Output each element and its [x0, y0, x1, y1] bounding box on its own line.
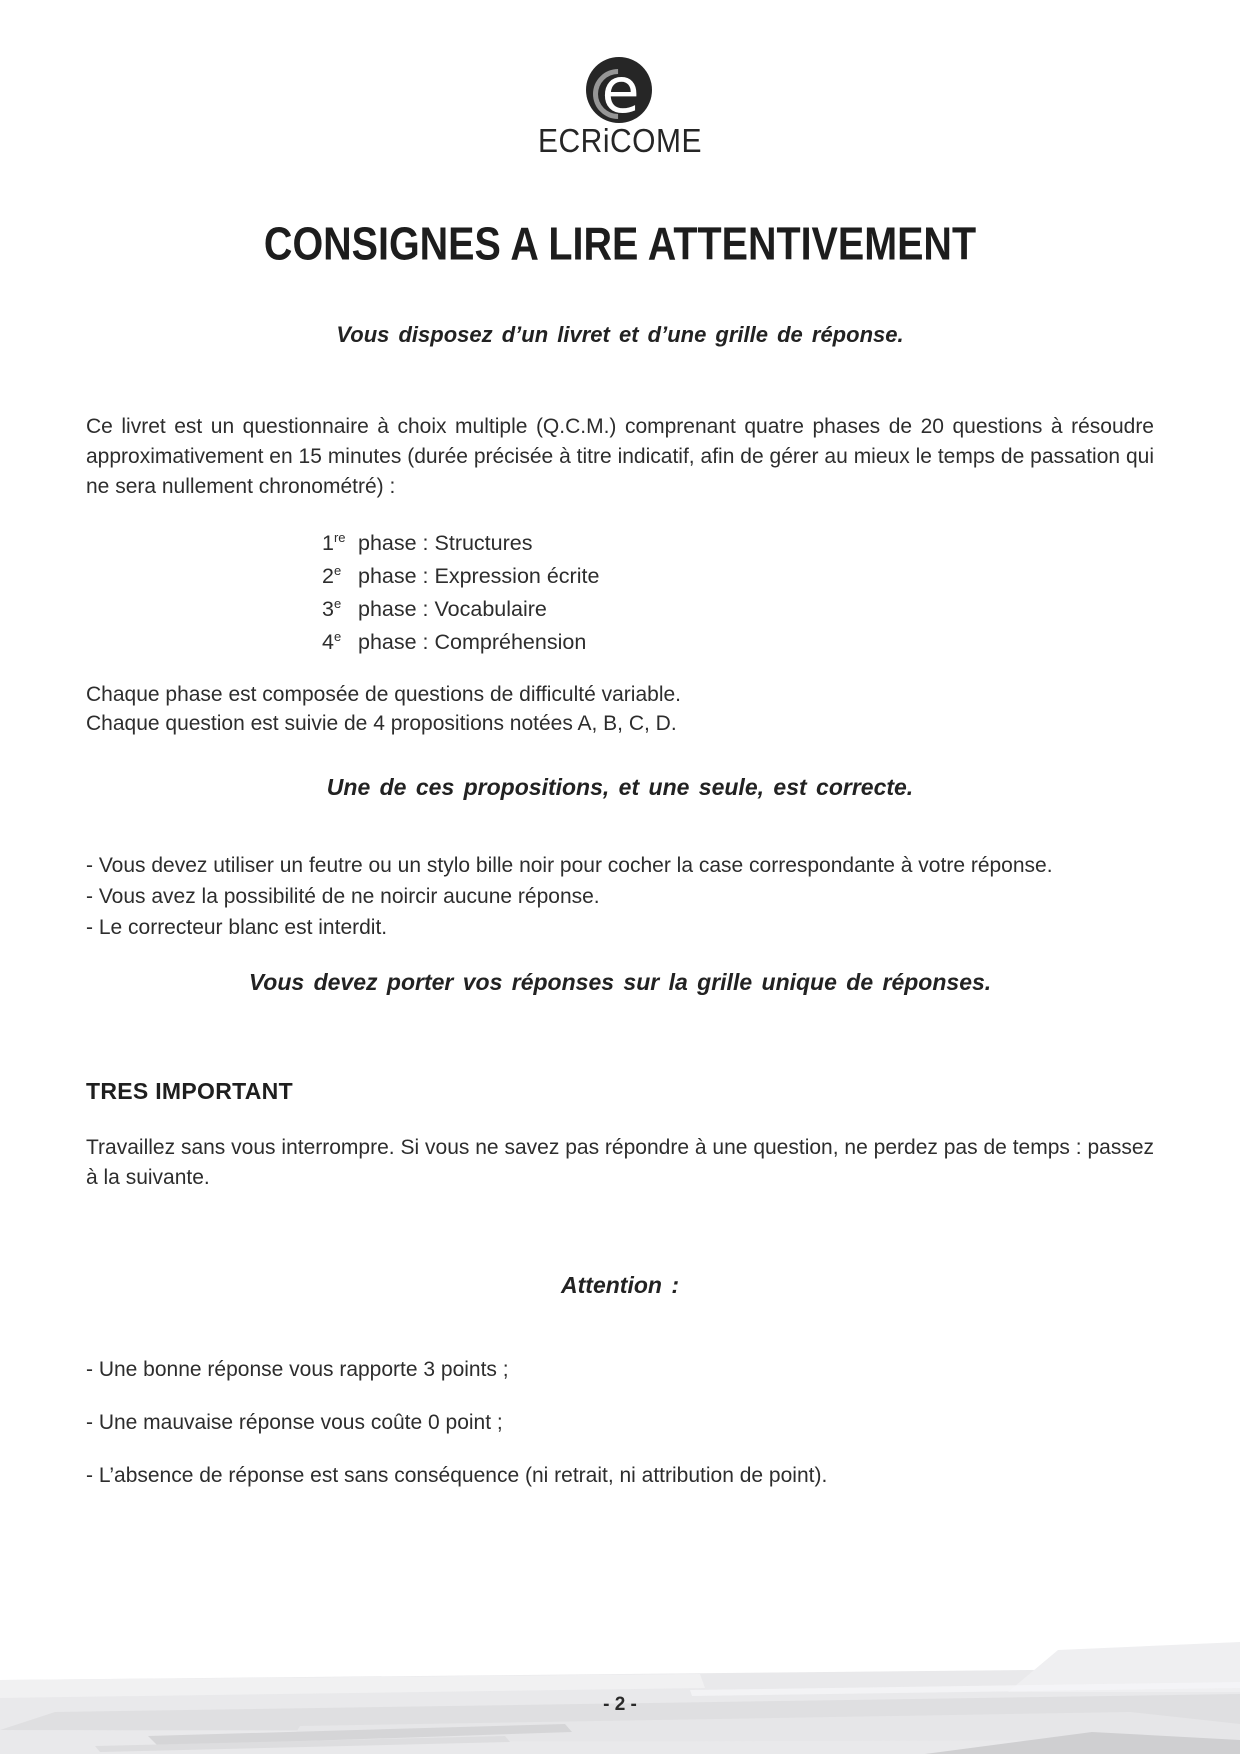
attention-item: - Une mauvaise réponse vous coûte 0 point ;	[86, 1411, 503, 1434]
phase-label: phase : Expression écrite	[358, 564, 600, 588]
important-body: Travaillez sans vous interrompre. Si vous ne savez pas répondre à une question, ne perdez pas de temps : passez à la suivante.	[86, 1136, 1154, 1189]
page-number: - 2 -	[603, 1694, 637, 1715]
emphasis-answer-grid: Vous devez porter vos réponses sur la grille unique de réponses.	[248, 969, 992, 995]
composition-line: Chaque phase est composée de questions de difficulté variable.	[86, 683, 682, 706]
important-heading: TRES IMPORTANT	[86, 1078, 293, 1104]
ecricome-wordmark: ECRiCOME	[537, 122, 702, 160]
intro-paragraph: Ce livret est un questionnaire à choix multiple (Q.C.M.) comprenant quatre phases de 20 questions à résoudre approximativement en 15 minutes (durée précisée à titre indicatif, afin de gérer au mieux le temps de passation qui ne sera nullement chronométré) :	[86, 415, 1154, 498]
phase-ordinal: 3e	[322, 595, 342, 621]
attention-heading: Attention :	[561, 1272, 679, 1298]
phase-list	[322, 527, 599, 659]
phase-item-1	[322, 527, 599, 560]
page-title: CONSIGNES A LIRE ATTENTIVEMENT	[263, 217, 977, 270]
instruction-item: - Vous avez la possibilité de ne noircir aucune réponse.	[86, 885, 600, 908]
instruction-list	[86, 850, 1154, 943]
instruction-item: - Le correcteur blanc est interdit.	[86, 916, 388, 939]
subtitle: Vous disposez d’un livret et d’une grille de réponse.	[336, 322, 904, 347]
phase-item-4	[322, 626, 599, 659]
phase-ordinal: 2e	[322, 562, 342, 588]
ecricome-logo-icon	[586, 54, 652, 128]
phase-item-3	[322, 593, 599, 626]
phase-ordinal: 4e	[322, 628, 342, 654]
attention-item: - L’absence de réponse est sans conséquence (ni retrait, ni attribution de point).	[86, 1464, 828, 1487]
composition-line: Chaque question est suivie de 4 propositions notées A, B, C, D.	[86, 711, 677, 735]
attention-item: - Une bonne réponse vous rapporte 3 points ;	[86, 1358, 509, 1381]
emphasis-one-correct: Une de ces propositions, et une seule, est correcte.	[326, 774, 914, 800]
logo-e-monogram: e	[601, 54, 640, 128]
phase-item-2	[322, 560, 599, 593]
phase-label: phase : Structures	[358, 531, 533, 555]
phase-label: phase : Compréhension	[358, 630, 587, 654]
instruction-item: - Vous devez utiliser un feutre ou un stylo bille noir pour cocher la case correspondante à votre réponse.	[86, 854, 1053, 877]
composition-lines	[86, 681, 1154, 738]
phase-label: phase : Vocabulaire	[358, 597, 547, 621]
phase-ordinal: 1re	[322, 529, 346, 555]
